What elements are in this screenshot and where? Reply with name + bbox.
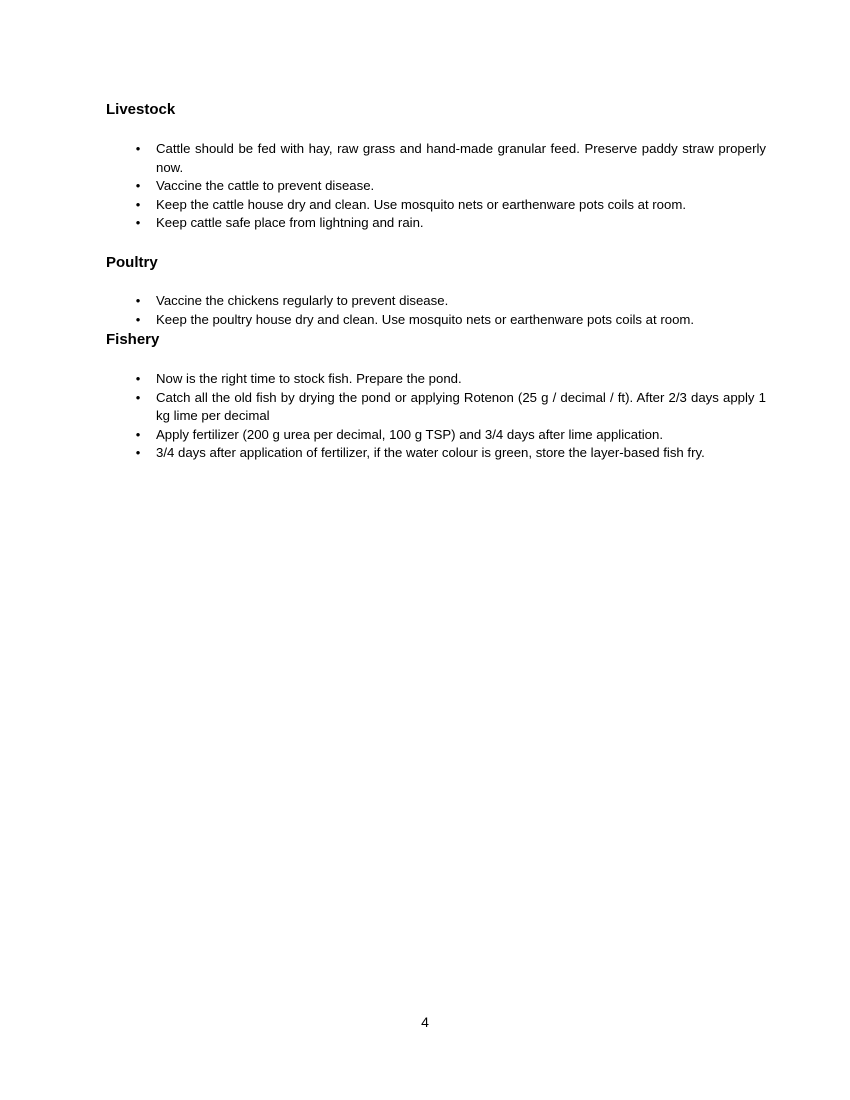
list-item-text: Keep cattle safe place from lightning and rain.	[156, 215, 424, 231]
section-livestock	[106, 101, 766, 233]
section-heading-livestock: Livestock	[106, 101, 176, 118]
page-number: 4	[421, 1014, 429, 1030]
list-item	[106, 311, 766, 330]
list-item	[106, 177, 766, 196]
list-item-text: Keep the cattle house dry and clean. Use mosquito nets or earthenware pots coils at room.	[156, 196, 686, 212]
list-item	[106, 370, 766, 389]
list-item-text: Vaccine the cattle to prevent disease.	[156, 178, 375, 194]
section-heading-fishery: Fishery	[106, 331, 160, 348]
bullet-icon: •	[135, 196, 141, 212]
list-item-text: Now is the right time to stock fish. Prepare the pond.	[156, 371, 462, 386]
list-item	[106, 292, 766, 311]
bullet-icon: •	[135, 293, 141, 308]
bullet-icon: •	[135, 215, 141, 231]
list-item	[106, 140, 766, 177]
bullet-icon: •	[135, 311, 141, 327]
bullet-icon: •	[135, 178, 141, 194]
list-item	[106, 426, 766, 445]
list-item	[106, 214, 766, 233]
bullet-list-poultry	[106, 292, 766, 329]
bullet-icon: •	[135, 371, 141, 386]
list-item	[106, 389, 766, 426]
list-item-text: Apply fertilizer (200 g urea per decimal, 100 g TSP) and 3/4 days after lime application.	[156, 426, 664, 442]
bullet-list-fishery	[106, 370, 766, 463]
bullet-list-livestock	[106, 140, 766, 233]
bullet-icon: •	[135, 389, 141, 405]
list-item	[106, 444, 766, 463]
list-item-text: Vaccine the chickens regularly to prevent disease.	[156, 293, 449, 308]
bullet-icon: •	[135, 141, 141, 156]
list-item-text: Keep the poultry house dry and clean. Use mosquito nets or earthenware pots coils at room.	[156, 311, 695, 327]
list-item-text: Cattle should be fed with hay, raw grass and hand-made granular feed. Preserve paddy straw properly now.	[156, 141, 766, 175]
section-heading-poultry: Poultry	[106, 254, 158, 271]
list-item-text: Catch all the old fish by drying the pond or applying Rotenon (25 g / decimal / ft). After 2/3 days apply 1 kg lime per decimal	[156, 389, 766, 424]
list-item	[106, 196, 766, 215]
list-item-text: 3/4 days after application of fertilizer, if the water colour is green, store the layer-based fish fry.	[156, 445, 705, 461]
bullet-icon: •	[135, 445, 141, 461]
section-fishery	[106, 331, 766, 463]
bullet-icon: •	[135, 426, 141, 442]
section-poultry	[106, 254, 766, 329]
